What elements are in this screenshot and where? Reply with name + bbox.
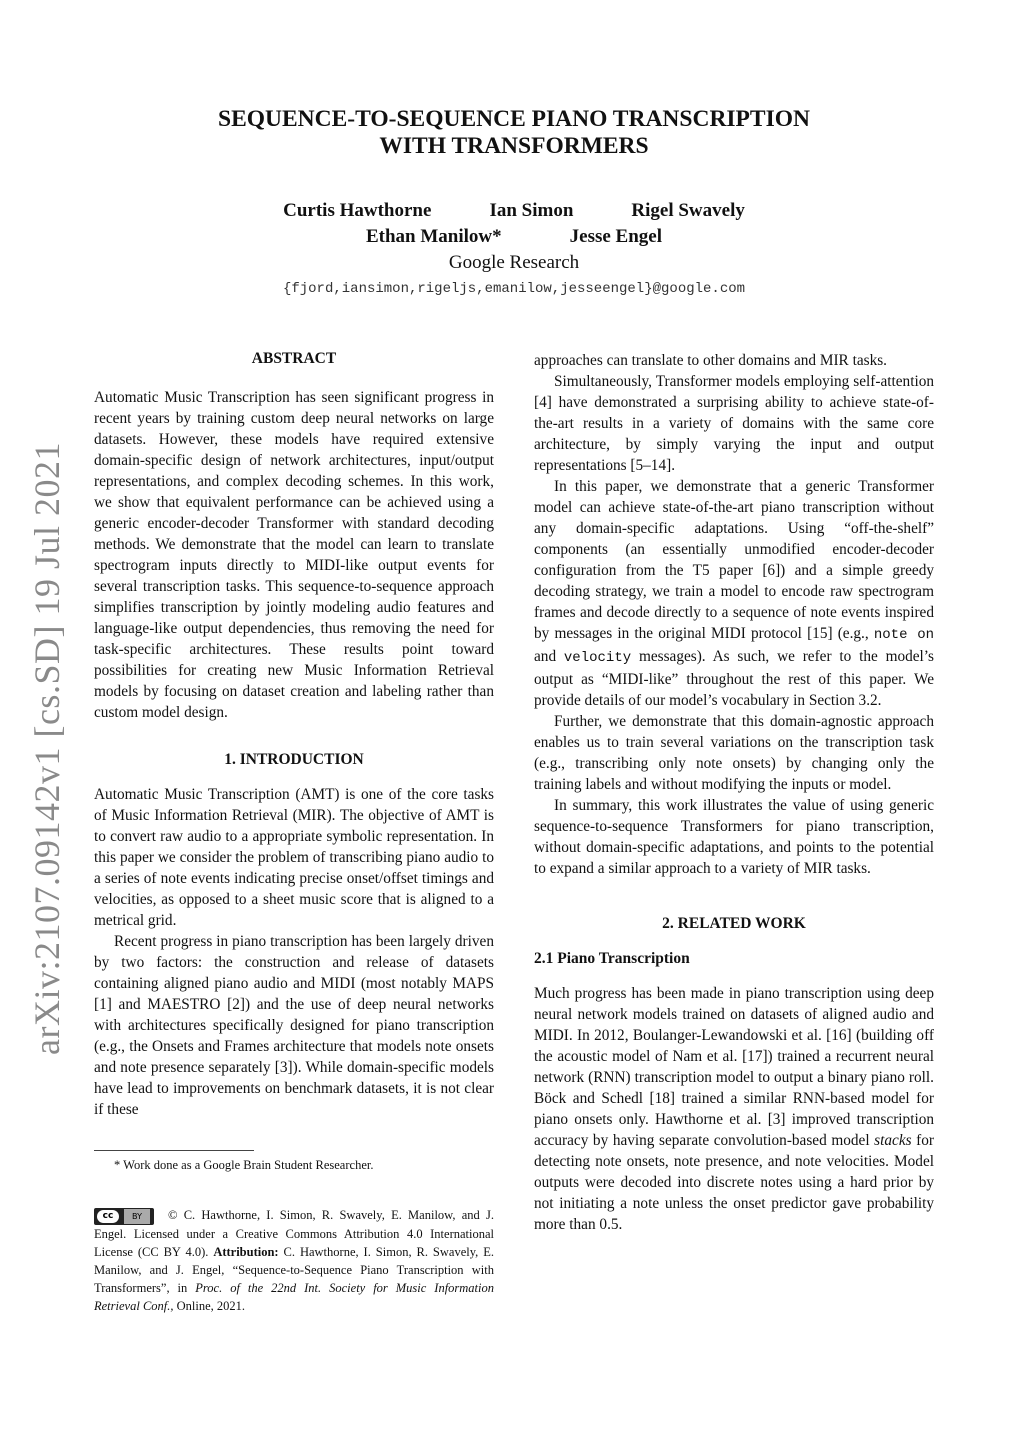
author-name: Jesse Engel: [569, 226, 663, 247]
license-block: [94, 1206, 494, 1315]
intro-paragraph-5: Further, we demonstrate that this domain-agnostic approach enables us to train several variations on the transcription task (e.g., transcribing only note onsets) by changing only the training labels and without modifying the inputs or model.: [534, 713, 934, 793]
attribution-label: Attribution:: [213, 1244, 279, 1259]
author-row-2: [150, 224, 878, 250]
right-column: [534, 350, 934, 1235]
code-note-on: note on: [873, 627, 935, 643]
abstract-text: Automatic Music Transcription has seen significant progress in recent years by training custom deep neural networks on large datasets. However, these models have required extensive domain-specific design of network architectures, input/output representations, and complex decoding schemes. In this work, we show that equivalent performance can be achieved using a generic encoder-decoder Transformer with standard decoding methods. We demonstrate that the model can learn to translate spectrogram inputs directly to MIDI-like output events for several transcription tasks. This sequence-to-sequence approach simplifies transcription by jointly modeling audio features and language-like output dependencies, thus removing the need for task-specific architectures. These results point toward possibilities for creating new Music Information Retrieval models by focusing on dataset creation and labeling rather than custom model design.: [94, 389, 494, 721]
intro-paragraph-3: Simultaneously, Transformer models employing self-attention [4] have demonstrated a surprising ability to achieve state-of-the-art results in a variety of domains with the same core architecture, by simply varying the input and output representations [5–14].: [534, 373, 934, 474]
venue-suffix: Online, 2021.: [176, 1298, 246, 1313]
related-paragraph-1: Much progress has been made in piano transcription using deep neural network models trained on datasets of aligned audio and MIDI. In 2012, Boulanger-Lewandowski et al. [16] (building off the acoustic model of Nam et al. [17]) trained a recurrent neural network (RNN) transcription model to output a binary piano roll. Böck and Schedl [18] trained a similar RNN-based model for piano onsets only. Hawthorne et al. [3] improved transcription accuracy by having separate convolution-based model stacks for detecting note onsets, note presence, and note velocities. Model outputs were decoded into discrete notes using a hard prior by not initiating a note unless the onset predictor gave probability more than 0.5.: [534, 985, 934, 1233]
intro-paragraph-6: In summary, this work illustrates the value of using generic sequence-to-sequence Transformers for piano transcription, without domain-specific adaptations, and points to the potential to expand a similar approach to a variety of MIR tasks.: [534, 797, 934, 877]
title-line-1: SEQUENCE-TO-SEQUENCE PIANO TRANSCRIPTION: [218, 106, 810, 132]
introduction-heading: 1. INTRODUCTION: [224, 751, 364, 768]
subsection-heading: 2.1 Piano Transcription: [534, 950, 690, 967]
left-column: [94, 348, 495, 1313]
author-name: Curtis Hawthorne: [283, 200, 432, 221]
cc-by-badge-icon: cc BY: [94, 1208, 154, 1225]
author-block: [150, 198, 878, 302]
venue-text: Proc. of the 22nd Int. Society for Music Information Retrieval Conf.,: [94, 1280, 495, 1313]
author-name: Rigel Swavely: [631, 200, 745, 221]
attribution-text: C. Hawthorne, I. Simon, R. Swavely, E. Manilow, and J. Engel, “Sequence-to-Sequence Piano Transcription with Transformers”, in: [94, 1244, 494, 1295]
intro-paragraph-2: Recent progress in piano transcription has been largely driven by two factors: the construction and release of datasets containing aligned piano audio and MIDI (most notably MAPS [1] and MAESTRO [2]) and the use of deep neural networks with architectures specifically designed for piano transcription (e.g., the Onsets and Frames architecture that models note onsets and note presence separately [3]). While domain-specific models have lead to improvements on benchmark datasets, it is not clear if these: [94, 933, 494, 1118]
footnote-area: [94, 1150, 494, 1173]
author-name: Ethan Manilow*: [365, 226, 502, 247]
license-text: © C. Hawthorne, I. Simon, R. Swavely, E. Manilow, and J. Engel. Licensed under a Creative Commons Attribution 4.0 International License (CC BY 4.0).: [94, 1208, 494, 1259]
footnote-rule: [94, 1150, 254, 1151]
code-velocity: velocity: [563, 650, 632, 666]
footnote-text: * Work done as a Google Brain Student Researcher.: [114, 1158, 374, 1172]
related-work-heading: 2. RELATED WORK: [662, 915, 806, 932]
affiliation: Google Research: [448, 252, 580, 273]
arxiv-identifier: arXiv:2107.09142v1 [cs.SD] 19 Jul 2021: [27, 442, 67, 1055]
intro-paragraph-4: In this paper, we demonstrate that a generic Transformer model can achieve state-of-the-art piano transcription without any domain-specific adaptations. Using “off-the-shelf” components (an essentially unmodified encoder-decoder configuration from the T5 paper [6]) and a simple greedy decoding strategy, we train a model to encode raw spectrogram frames and decode directly to a sequence of note events inspired by messages in the original MIDI protocol [15] (e.g., note on and velocity messages). As such, we refer to the model’s output as “MIDI-like” throughout the rest of this paper. We provide details of our model’s vocabulary in Section 3.2.: [534, 478, 935, 709]
author-emails: {fjord,iansimon,rigeljs,emanilow,jesseengel}@google.com: [282, 281, 746, 297]
author-name: Ian Simon: [489, 200, 574, 221]
emphasis-stacks: stacks: [874, 1132, 912, 1149]
intro-paragraph-1: Automatic Music Transcription (AMT) is one of the core tasks of Music Information Retrieval (MIR). The objective of AMT is to convert raw audio to a appropriate symbolic representation. In this paper we consider the problem of transcribing piano audio to a series of note events indicating precise onset/offset timings and velocities, as opposed to a sheet music score that is aligned to a metrical grid.: [94, 786, 494, 929]
paper-title: [150, 106, 878, 160]
intro-paragraph-2-continued: approaches can translate to other domains and MIR tasks.: [534, 352, 888, 369]
abstract-heading: ABSTRACT: [251, 350, 337, 367]
author-row-1: [150, 198, 878, 224]
title-line-2: WITH TRANSFORMERS: [379, 133, 649, 159]
